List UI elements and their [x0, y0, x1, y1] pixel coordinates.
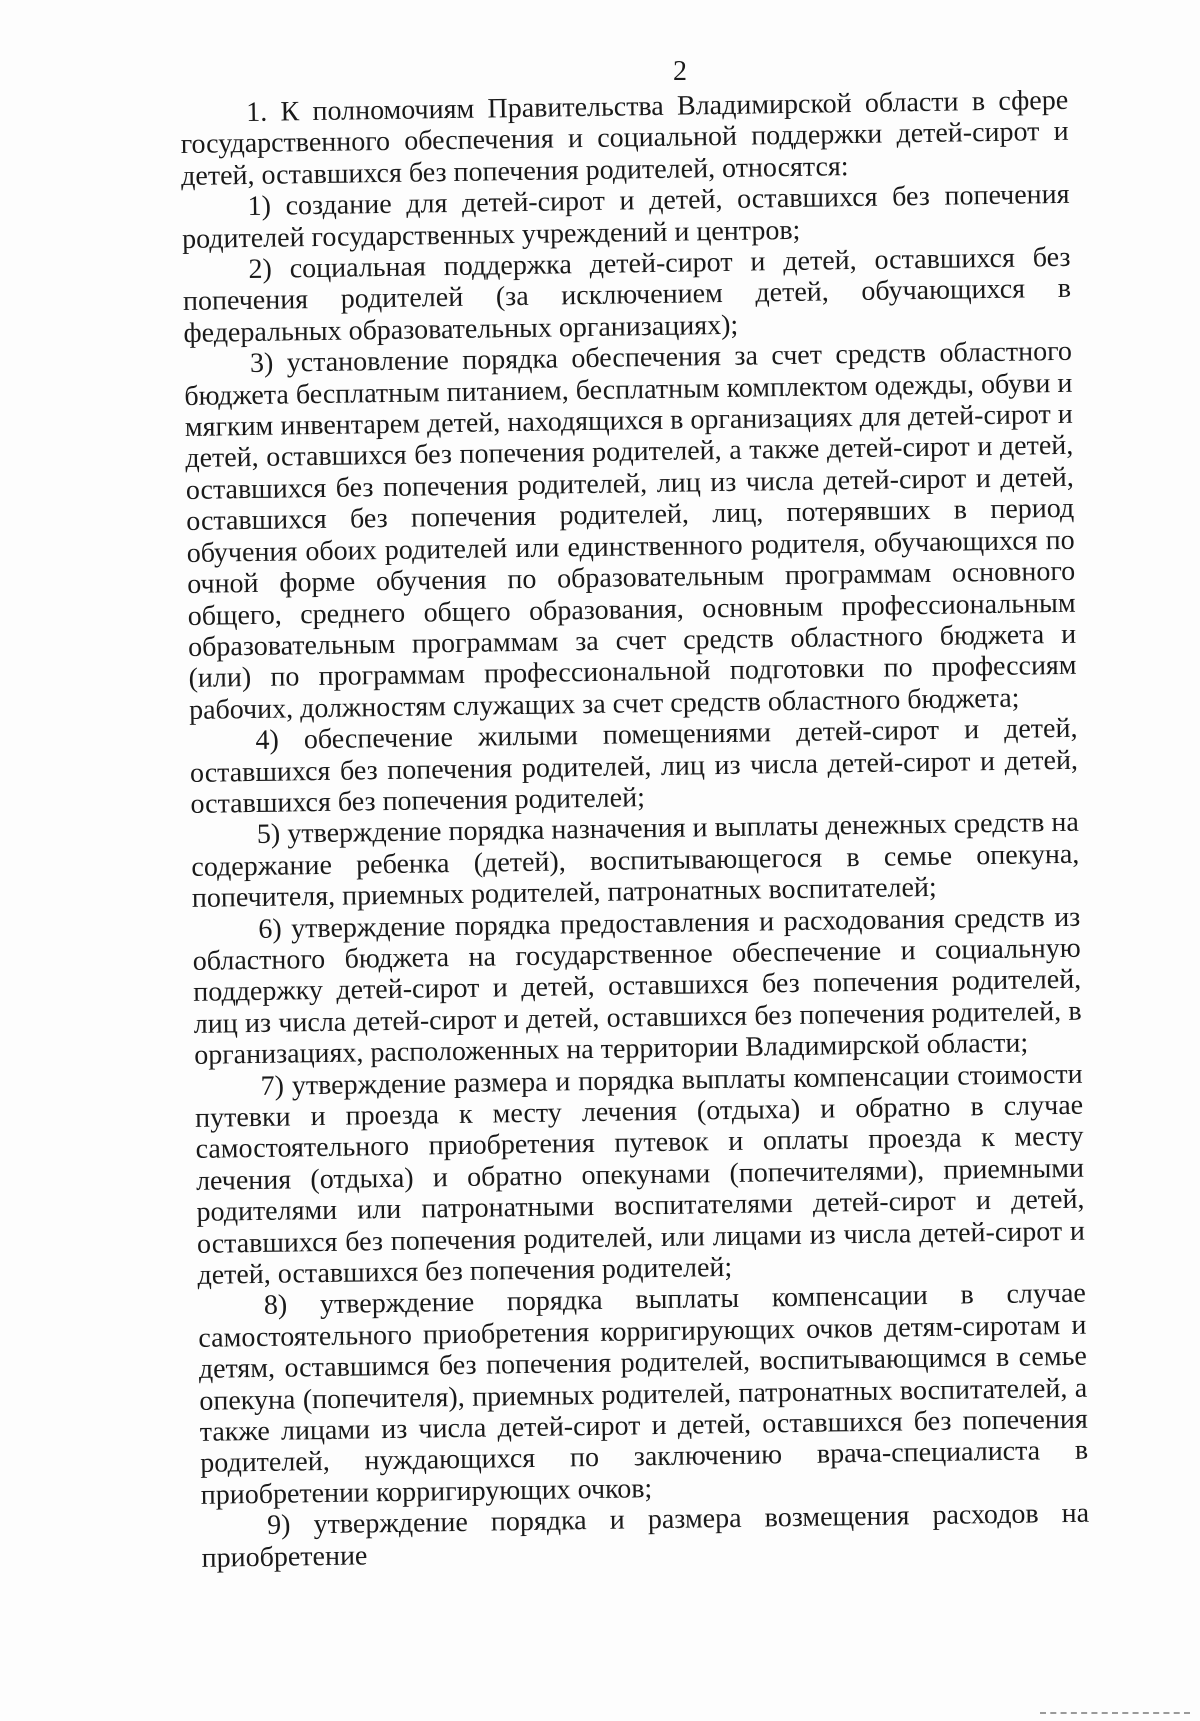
- paragraph-item-4: 4) обеспечение жилыми помещениями детей-сирот и детей, оставшихся без попечения родителей, лиц из числа детей-сирот и детей, оставшихся без попечения родителей;: [189, 712, 1079, 820]
- paragraph-item-8: 8) утверждение порядка выплаты компенсации в случае самостоятельного приобретения корригирующих очков детям-сиротам и детям, оставшимся без попечения родителей, воспитывающимся в семье опекуна (попечителя), приемных родителей, патронатных воспитателей, а также лицами из числа детей-сирот и детей, оставшихся без попечения родителей, нуждающихся по заключению врача-специалиста в приобретении корригирующих очков;: [198, 1278, 1089, 1511]
- paragraph-item-3: 3) установление порядка обеспечения за счет средств областного бюджета бесплатным питанием, бесплатным комплектом одежды, обуви и мягким инвентарем детей, находящихся в организациях для детей-сирот и детей, оставшихся без попечения родителей, а также детей-сирот и детей, оставшихся без попечения родителей, лиц из числа детей-сирот и детей, оставшихся без попечения родителей, лиц, потерявших в период обучения обоих родителей или единственного родителя, обучающихся по очной форме обучения по образовательным программам основного общего, среднего общего образования, основным профессиональным образовательным программам за счет средств областного бюджета и (или) по программам профессиональной подготовки по профессиям рабочих, должностям служащих за счет средств областного бюджета;: [184, 336, 1077, 726]
- paragraph-intro: 1. К полномочиям Правительства Владимирской области в сфере государственного обеспечения и социальной поддержки детей-сирот и детей, оставшихся без попечения родителей, относятся:: [180, 84, 1069, 192]
- paragraph-item-7: 7) утверждение размера и порядка выплаты компенсации стоимости путевки и проезда к месту лечения (отдыха) и обратно в случае самостоятельного приобретения путевок и оплаты проезда к месту лечения (отдыха) и обратно опекунами (попечителями), приемными родителями или патронатными воспитателями детей-сирот и детей, оставшихся без попечения родителей, или лицами из числа детей-сирот и детей, оставшихся без попечения родителей;: [194, 1058, 1086, 1291]
- paragraph-item-2: 2) социальная поддержка детей-сирот и детей, оставшихся без попечения родителей (за исключением детей, обучающихся в федеральных образовательных организациях);: [182, 241, 1072, 349]
- page-number: 2: [673, 56, 687, 87]
- paragraph-item-9: 9) утверждение порядка и размера возмещения расходов на приобретение: [201, 1497, 1090, 1574]
- paragraph-item-6: 6) утверждение порядка предоставления и расходования средств из областного бюджета на государственное обеспечение и социальную поддержку детей-сирот и детей, оставшихся без попечения родителей, лиц из числа детей-сирот и детей, оставшихся без попечения родителей, в организациях, расположенных на территории Владимирской области;: [192, 901, 1082, 1072]
- document-body: [180, 85, 1090, 1574]
- paragraph-item-1: 1) создание для детей-сирот и детей, оставшихся без попечения родителей государственных учреждений и центров;: [181, 179, 1070, 255]
- scan-edge-mark: [1040, 1712, 1190, 1714]
- paragraph-item-5: 5) утверждение порядка назначения и выплаты денежных средств на содержание ребенка (детей), воспитывающегося в семье опекуна, попечителя, приемных родителей, патронатных воспитателей;: [191, 807, 1080, 915]
